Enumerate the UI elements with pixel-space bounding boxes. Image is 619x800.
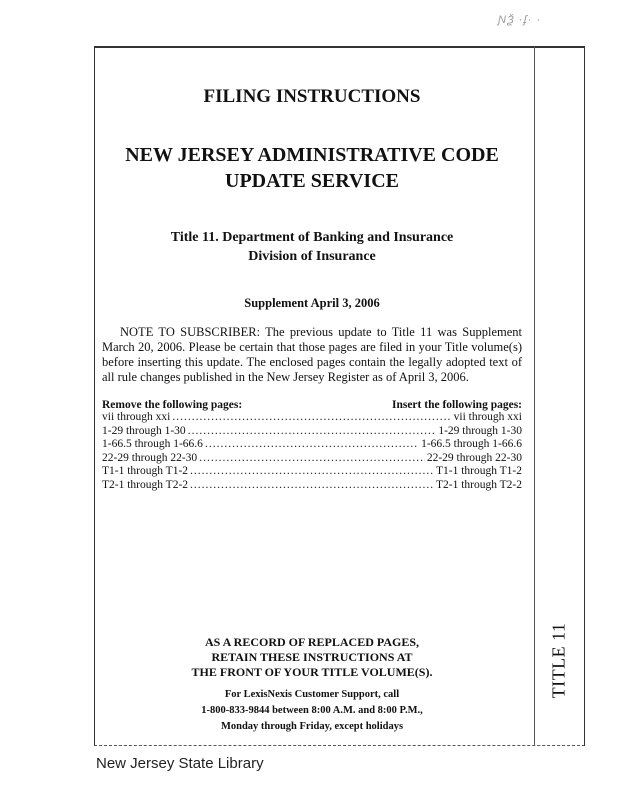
table-row	[102, 411, 522, 425]
record-line-3: THE FRONT OF YOUR TITLE VOLUME(S).	[191, 665, 433, 679]
record-line-2: RETAIN THESE INSTRUCTIONS AT	[211, 650, 413, 664]
title-block	[102, 228, 522, 266]
title-line-2: Division of Insurance	[248, 249, 376, 264]
dot-leader	[190, 465, 434, 479]
support-line-3: Monday through Friday, except holidays	[220, 721, 404, 732]
dot-leader	[190, 479, 434, 493]
title-line-1: Title 11. Department of Banking and Insurance	[170, 230, 454, 245]
dot-leader	[205, 438, 419, 452]
pages-table-header	[102, 399, 522, 411]
support-line-1: For LexisNexis Customer Support, call	[224, 689, 400, 700]
side-tab	[534, 620, 584, 700]
dot-leader	[172, 411, 451, 425]
insert-pages: 1-29 through 1-30	[438, 424, 522, 437]
table-row	[102, 465, 522, 479]
insert-pages: 1-66.5 through 1-66.6	[421, 438, 522, 450]
side-tab-label: TITLE 11	[548, 622, 569, 698]
record-line-1: AS A RECORD OF REPLACED PAGES,	[204, 635, 420, 649]
dot-leader	[188, 425, 437, 439]
pages-table-rows	[102, 411, 522, 492]
dot-leader	[199, 452, 425, 466]
insert-pages: T1-1 through T1-2	[435, 465, 522, 477]
record-notice	[102, 635, 522, 680]
table-row	[102, 438, 522, 452]
remove-header: Remove the following pages:	[102, 399, 243, 411]
insert-pages: 22-29 through 22-30	[426, 451, 522, 464]
remove-pages: 1-29 through 1-30	[102, 424, 186, 437]
document-body	[102, 86, 522, 492]
table-row	[102, 479, 522, 493]
remove-pages: 1-66.5 through 1-66.6	[102, 438, 203, 450]
table-row	[102, 452, 522, 466]
remove-pages: T1-1 through T1-2	[102, 465, 189, 477]
library-stamp: New Jersey State Library	[96, 755, 264, 772]
insert-header: Insert the following pages:	[391, 399, 522, 411]
insert-pages: T2-1 through T2-2	[435, 478, 522, 491]
supplement-date: Supplement April 3, 2006	[244, 296, 380, 310]
subscriber-note: NOTE TO SUBSCRIBER: The previous update to Title 11 was Supplement March 20, 2006. Please be certain that those pages are filed in your Title volume(s) before inserting this update. The enclosed pages contain the legally adopted text of all rule changes published in the New Jersey Register as of April 3, 2006.	[102, 325, 522, 384]
code-title-line-1: NEW JERSEY ADMINISTRATIVE CODE	[125, 144, 499, 166]
support-line-2: 1-800-833-9844 between 8:00 A.M. and 8:00 P.M.,	[201, 705, 423, 716]
code-title-line-2: UPDATE SERVICE	[225, 170, 399, 192]
customer-support	[102, 687, 522, 735]
handwritten-mark: ƝѮ ·ʄ· ·	[498, 14, 542, 26]
code-title	[102, 142, 522, 194]
remove-pages: T2-1 through T2-2	[102, 478, 189, 491]
filing-instructions-heading: FILING INSTRUCTIONS	[203, 86, 421, 107]
remove-pages: vii through xxi	[102, 411, 171, 423]
table-row	[102, 425, 522, 439]
pages-table	[102, 399, 522, 492]
remove-pages: 22-29 through 22-30	[102, 451, 198, 464]
insert-pages: vii through xxi	[453, 411, 522, 423]
